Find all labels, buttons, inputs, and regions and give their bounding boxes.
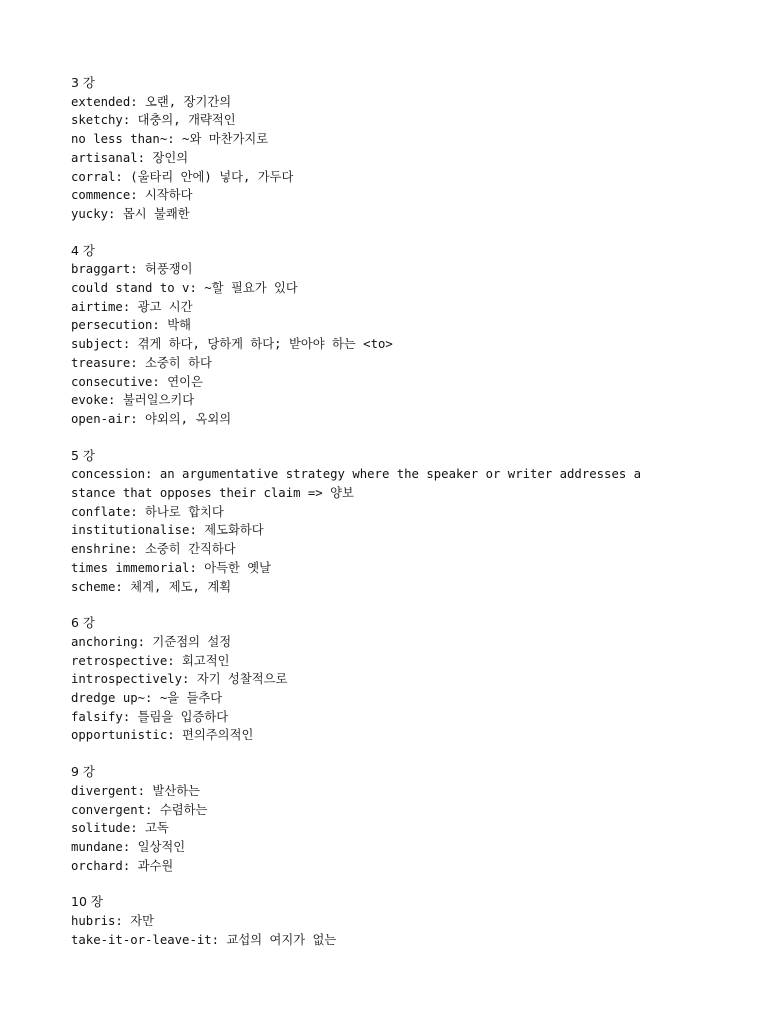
vocab-entry: falsify: 틀림을 입증하다 xyxy=(71,709,229,724)
vocab-entry: braggart: 허풍쟁이 xyxy=(71,262,193,277)
vocab-entry: artisanal: 장인의 xyxy=(71,150,189,165)
vocab-entry: open-air: 야외의, 옥외의 xyxy=(71,411,232,426)
vocab-section xyxy=(71,893,671,949)
vocab-entry: solitude: 고독 xyxy=(71,821,169,836)
vocab-entry: stance that opposes their claim => 양보 xyxy=(71,486,354,501)
section-title: 9 강 xyxy=(71,764,96,780)
vocab-entry: take-it-or-leave-it: 교섭의 여지가 없는 xyxy=(71,932,337,947)
vocab-entry: airtime: 광고 시간 xyxy=(71,299,193,314)
vocab-entry: orchard: 과수원 xyxy=(71,858,174,873)
vocab-entry: commence: 시작하다 xyxy=(71,188,193,203)
vocab-entry: opportunistic: 편의주의적인 xyxy=(71,728,254,743)
vocab-entry: convergent: 수렴하는 xyxy=(71,802,208,817)
section-title: 6 강 xyxy=(71,615,96,631)
vocab-entry: scheme: 체계, 제도, 계획 xyxy=(71,579,232,594)
vocab-entry: conflate: 하나로 합치다 xyxy=(71,504,224,519)
vocab-entry: treasure: 소중히 하다 xyxy=(71,355,212,370)
vocab-entry: hubris: 자만 xyxy=(71,914,154,929)
vocab-entry: evoke: 불러일으키다 xyxy=(71,393,195,408)
vocab-entry: divergent: 발산하는 xyxy=(71,783,200,798)
vocab-entry: persecution: 박해 xyxy=(71,318,192,333)
vocab-section xyxy=(71,763,671,875)
section-title: 5 강 xyxy=(71,447,96,463)
vocab-entry: introspectively: 자기 성찰적으로 xyxy=(71,672,288,687)
section-title: 4 강 xyxy=(71,242,96,258)
section-title: 10 장 xyxy=(71,894,103,910)
vocab-entry: anchoring: 기준점의 설정 xyxy=(71,634,232,649)
vocab-section xyxy=(71,447,671,597)
vocab-section xyxy=(71,74,671,224)
vocab-entry: concession: an argumentative strategy where the speaker or writer addresses a xyxy=(71,467,642,482)
vocab-section xyxy=(71,614,671,745)
vocab-entry: times immemorial: 아득한 옛날 xyxy=(71,560,272,575)
vocab-entry: retrospective: 회고적인 xyxy=(71,653,230,668)
vocab-entry: extended: 오랜, 장기간의 xyxy=(71,94,232,109)
vocab-entry: could stand to v: ~할 필요가 있다 xyxy=(71,281,298,295)
vocab-section xyxy=(71,242,671,429)
vocab-entry: dredge up~: ~을 들추다 xyxy=(71,691,223,706)
vocab-entry: yucky: 몹시 불쾌한 xyxy=(71,206,190,221)
vocab-entry: no less than~: ~와 마찬가지로 xyxy=(71,132,269,147)
section-title: 3 강 xyxy=(71,75,96,90)
document-body xyxy=(71,74,671,967)
vocab-entry: subject: 겪게 하다, 당하게 하다; 받아야 하는 <to> xyxy=(71,337,393,352)
vocab-entry: institutionalise: 제도화하다 xyxy=(71,523,264,538)
vocab-entry: consecutive: 연이은 xyxy=(71,374,203,389)
vocab-entry: enshrine: 소중히 간직하다 xyxy=(71,542,236,557)
vocab-entry: sketchy: 대충의, 개략적인 xyxy=(71,113,236,128)
vocab-entry: mundane: 일상적인 xyxy=(71,839,186,854)
vocab-entry: corral: (울타리 안에) 넣다, 가두다 xyxy=(71,169,294,184)
